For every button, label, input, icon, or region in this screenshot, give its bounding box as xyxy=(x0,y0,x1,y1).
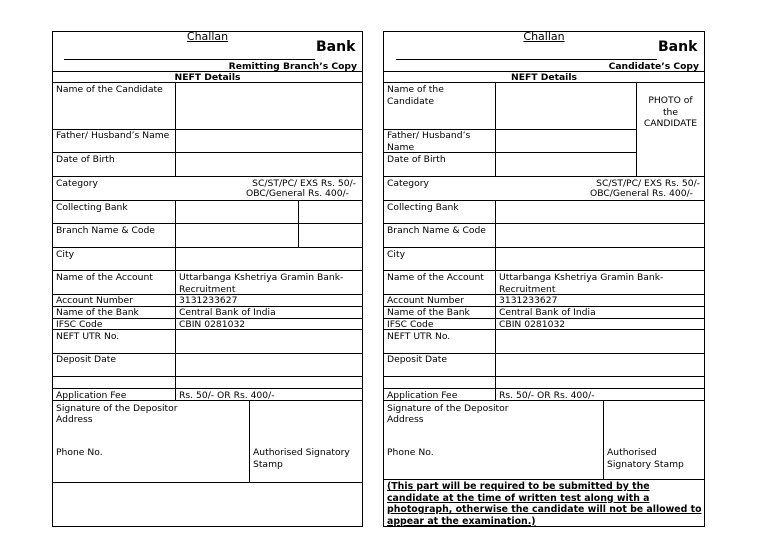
left-ifsc-value: CBIN 0281032 xyxy=(179,319,246,330)
right-deposit-date-label: Deposit Date xyxy=(387,354,448,365)
left-address-label: Address xyxy=(56,414,93,425)
left-city-label: City xyxy=(56,249,75,260)
right-neft-heading: NEFT Details xyxy=(511,72,577,83)
right-account-number-label: Account Number xyxy=(387,295,464,306)
right-rule xyxy=(383,270,705,271)
left-col-line xyxy=(249,400,250,482)
left-name-candidate-label: Name of the Candidate xyxy=(56,84,163,95)
left-rule xyxy=(52,176,363,177)
right-phone-label: Phone No. xyxy=(387,447,434,458)
left-collecting-bank-label: Collecting Bank xyxy=(56,202,128,213)
left-father-label: Father/ Husband’s Name xyxy=(56,130,170,141)
left-bank-name-blank xyxy=(64,59,315,60)
right-signature-label: Signature of the Depositor xyxy=(387,403,509,414)
left-account-number-value: 3131233627 xyxy=(179,295,238,306)
right-category-fee-1: SC/ST/PC/ EXS Rs. 50/- xyxy=(596,178,700,189)
left-rule xyxy=(52,376,363,377)
right-category-label: Category xyxy=(387,178,429,189)
right-app-fee-value: Rs. 50/- OR Rs. 400/- xyxy=(499,390,595,401)
right-collecting-bank-label: Collecting Bank xyxy=(387,202,459,213)
right-category-fee-2: OBC/General Rs. 400/- xyxy=(590,188,693,199)
left-col-line xyxy=(298,200,299,247)
right-ifsc-value: CBIN 0281032 xyxy=(499,319,566,330)
left-bank-name-label: Name of the Bank xyxy=(56,307,139,318)
right-rule xyxy=(383,82,705,83)
right-dob-label: Date of Birth xyxy=(387,154,446,165)
right-account-number-value: 3131233627 xyxy=(499,295,558,306)
left-app-fee-label: Application Fee xyxy=(56,390,127,401)
right-app-fee-label: Application Fee xyxy=(387,390,458,401)
left-col-line xyxy=(175,200,176,400)
right-authorised-stamp-label: Authorised Signatory Stamp xyxy=(607,447,684,470)
left-ifsc-label: IFSC Code xyxy=(56,319,103,330)
left-neft-heading: NEFT Details xyxy=(174,72,241,83)
left-rule xyxy=(52,388,363,389)
left-col-line xyxy=(175,82,176,176)
right-photo-box-line xyxy=(636,82,637,176)
left-rule xyxy=(52,223,363,224)
right-name-candidate-label: Name of the Candidate xyxy=(387,84,444,107)
left-account-name-label: Name of the Account xyxy=(56,272,153,283)
left-app-fee-value: Rs. 50/- OR Rs. 400/- xyxy=(179,390,275,401)
left-rule xyxy=(52,82,363,83)
left-category-fee-1: SC/ST/PC/ EXS Rs. 50/- xyxy=(252,178,356,189)
left-phone-label: Phone No. xyxy=(56,447,103,458)
right-father-label: Father/ Husband’s Name xyxy=(387,130,471,153)
right-rule xyxy=(383,223,705,224)
right-rule xyxy=(383,176,705,177)
left-challan-title: Challan xyxy=(186,30,229,43)
right-challan-title: Challan xyxy=(523,30,565,43)
left-branch-label: Branch Name & Code xyxy=(56,225,155,236)
right-col-line xyxy=(495,200,496,400)
left-rule xyxy=(52,270,363,271)
right-submission-note: (This part will be required to be submitted by the candidate at the time of written test along with a photograph, otherwise the candidate will not be allowed to appear at the examination.) xyxy=(387,481,702,527)
left-utr-label: NEFT UTR No. xyxy=(56,331,120,342)
left-bank-heading: Bank xyxy=(316,39,356,55)
left-account-name-value: Uttarbanga Kshetriya Gramin Bank-Recruitment xyxy=(179,272,344,295)
left-rule xyxy=(52,247,363,248)
right-ifsc-label: IFSC Code xyxy=(387,319,434,330)
right-utr-label: NEFT UTR No. xyxy=(387,331,451,342)
right-bank-heading: Bank xyxy=(658,39,698,55)
right-account-name-label: Name of the Account xyxy=(387,272,484,283)
left-bank-name-value: Central Bank of India xyxy=(179,307,276,318)
right-bank-name-value: Central Bank of India xyxy=(499,307,596,318)
right-account-name-value: Uttarbanga Kshetriya Gramin Bank-Recruitment xyxy=(499,272,664,295)
left-account-number-label: Account Number xyxy=(56,295,133,306)
left-copy-label: Remitting Branch’s Copy xyxy=(228,61,357,72)
right-copy-label: Candidate’s Copy xyxy=(608,61,699,72)
left-rule xyxy=(52,482,363,483)
right-photo-placeholder: PHOTO of the CANDIDATE xyxy=(643,95,698,129)
left-dob-label: Date of Birth xyxy=(56,154,115,165)
right-rule xyxy=(383,479,705,480)
left-deposit-date-label: Deposit Date xyxy=(56,354,117,365)
left-rule xyxy=(52,152,363,153)
right-rule xyxy=(383,388,705,389)
right-city-label: City xyxy=(387,249,406,260)
left-category-label: Category xyxy=(56,178,98,189)
right-rule xyxy=(383,247,705,248)
right-col-line xyxy=(603,400,604,479)
left-category-fee-2: OBC/General Rs. 400/- xyxy=(246,188,349,199)
right-col-line xyxy=(495,82,496,176)
right-branch-label: Branch Name & Code xyxy=(387,225,486,236)
right-rule xyxy=(383,200,705,201)
right-bank-name-label: Name of the Bank xyxy=(387,307,470,318)
right-bank-name-blank xyxy=(396,59,657,60)
left-authorised-stamp-label: Authorised Signatory Stamp xyxy=(253,447,350,470)
left-signature-label: Signature of the Depositor xyxy=(56,403,178,414)
right-rule xyxy=(383,376,705,377)
left-rule xyxy=(52,200,363,201)
right-address-label: Address xyxy=(387,414,424,425)
